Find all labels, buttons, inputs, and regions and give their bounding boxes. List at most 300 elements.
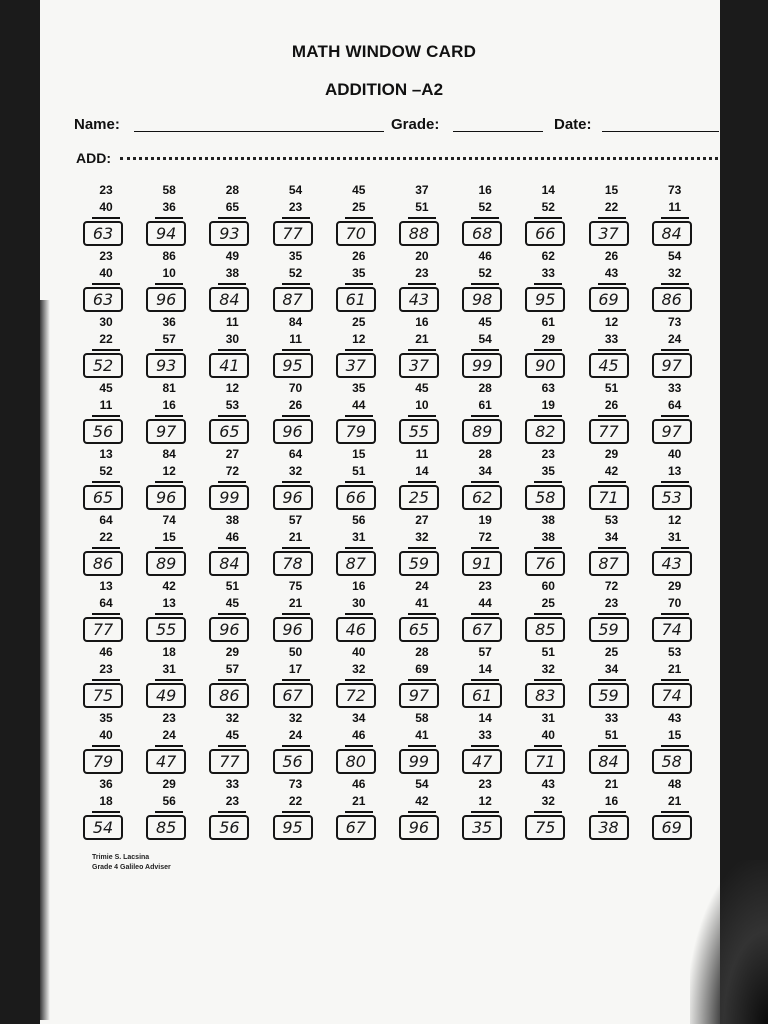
answer-box[interactable]: 96 bbox=[273, 485, 313, 510]
sum-line bbox=[661, 283, 689, 285]
second-addend: 23 bbox=[225, 794, 240, 808]
answer-box[interactable]: 96 bbox=[273, 617, 313, 642]
first-addend: 54 bbox=[288, 183, 303, 197]
answer-box[interactable]: 88 bbox=[399, 221, 439, 246]
addition-problem bbox=[588, 776, 651, 842]
answer-box[interactable]: 63 bbox=[83, 221, 123, 246]
sum-line bbox=[408, 349, 436, 351]
addition-problem bbox=[524, 644, 587, 710]
addition-problem bbox=[145, 380, 208, 446]
sum-line bbox=[408, 745, 436, 747]
second-addend: 46 bbox=[225, 530, 240, 544]
answer-box[interactable]: 85 bbox=[525, 617, 565, 642]
addition-problem bbox=[82, 578, 145, 644]
answer-box[interactable]: 99 bbox=[209, 485, 249, 510]
addition-problem bbox=[145, 710, 208, 776]
answer-box[interactable]: 66 bbox=[525, 221, 565, 246]
answer-box[interactable]: 89 bbox=[462, 419, 502, 444]
sum-line bbox=[471, 415, 499, 417]
addition-problem bbox=[82, 776, 145, 842]
answer-box[interactable]: 79 bbox=[83, 749, 123, 774]
addition-problem bbox=[272, 578, 335, 644]
answer-box[interactable]: 83 bbox=[525, 683, 565, 708]
answer-box[interactable]: 67 bbox=[336, 815, 376, 840]
addition-problem bbox=[461, 380, 524, 446]
sum-line bbox=[155, 745, 183, 747]
first-addend: 40 bbox=[352, 645, 366, 659]
footer-role: Grade 4 Galileo Adviser bbox=[92, 864, 171, 871]
answer-box[interactable]: 89 bbox=[146, 551, 186, 576]
second-addend: 12 bbox=[162, 464, 176, 478]
first-addend: 28 bbox=[478, 447, 492, 461]
sum-line bbox=[218, 679, 246, 681]
sum-line bbox=[282, 811, 310, 813]
second-addend: 32 bbox=[352, 662, 366, 676]
answer-box[interactable]: 84 bbox=[209, 287, 249, 312]
addition-problem bbox=[208, 710, 271, 776]
second-addend: 30 bbox=[352, 596, 366, 610]
answer-box[interactable]: 37 bbox=[589, 221, 629, 246]
sum-line bbox=[534, 811, 562, 813]
answer-box[interactable]: 52 bbox=[83, 353, 123, 378]
answer-box[interactable]: 65 bbox=[399, 617, 439, 642]
first-addend: 45 bbox=[352, 183, 366, 197]
answer-box[interactable]: 87 bbox=[589, 551, 629, 576]
sum-line bbox=[345, 283, 373, 285]
sum-line bbox=[155, 283, 183, 285]
answer-box[interactable]: 47 bbox=[146, 749, 186, 774]
answer-box[interactable]: 77 bbox=[83, 617, 123, 642]
second-addend: 12 bbox=[478, 794, 492, 808]
second-addend: 34 bbox=[604, 662, 619, 676]
second-addend: 34 bbox=[604, 530, 619, 544]
addition-problem bbox=[398, 446, 461, 512]
sum-line bbox=[282, 613, 310, 615]
answer-box[interactable]: 68 bbox=[462, 221, 502, 246]
answer-box[interactable]: 70 bbox=[336, 221, 376, 246]
sum-line bbox=[408, 547, 436, 549]
first-addend: 86 bbox=[162, 249, 176, 263]
answer-box[interactable]: 65 bbox=[83, 485, 123, 510]
addition-problem bbox=[524, 578, 587, 644]
first-addend: 28 bbox=[478, 381, 492, 395]
answer-box[interactable]: 91 bbox=[462, 551, 502, 576]
answer-box[interactable]: 69 bbox=[589, 287, 629, 312]
addition-problem bbox=[651, 578, 714, 644]
answer-box[interactable]: 55 bbox=[146, 617, 186, 642]
first-addend: 64 bbox=[288, 447, 303, 461]
grade-field[interactable] bbox=[453, 131, 543, 132]
addition-problem bbox=[335, 314, 398, 380]
answer-box[interactable]: 84 bbox=[209, 551, 249, 576]
addition-problem bbox=[651, 512, 714, 578]
first-addend: 62 bbox=[541, 249, 555, 263]
answer-box[interactable]: 80 bbox=[336, 749, 376, 774]
first-addend: 12 bbox=[604, 315, 619, 329]
first-addend: 73 bbox=[668, 183, 682, 197]
answer-box[interactable]: 35 bbox=[462, 815, 502, 840]
addition-problem bbox=[461, 182, 524, 248]
addition-problem bbox=[82, 248, 145, 314]
first-addend: 16 bbox=[478, 183, 492, 197]
dotted-divider bbox=[120, 157, 718, 160]
second-addend: 25 bbox=[352, 200, 366, 214]
first-addend: 29 bbox=[604, 447, 619, 461]
answer-box[interactable]: 82 bbox=[525, 419, 565, 444]
answer-box[interactable]: 96 bbox=[273, 419, 313, 444]
first-addend: 11 bbox=[226, 315, 239, 329]
sum-line bbox=[534, 349, 562, 351]
answer-box[interactable]: 59 bbox=[589, 617, 629, 642]
first-addend: 32 bbox=[225, 711, 240, 725]
answer-box[interactable]: 96 bbox=[399, 815, 439, 840]
answer-box[interactable]: 96 bbox=[146, 287, 186, 312]
second-addend: 23 bbox=[288, 200, 303, 214]
addition-problem bbox=[208, 248, 271, 314]
sum-line bbox=[282, 415, 310, 417]
second-addend: 14 bbox=[478, 662, 492, 676]
second-addend: 32 bbox=[541, 662, 555, 676]
answer-box[interactable]: 98 bbox=[462, 287, 502, 312]
addition-problem bbox=[208, 182, 271, 248]
sum-line bbox=[661, 745, 689, 747]
first-addend: 21 bbox=[604, 777, 619, 791]
addition-problem bbox=[524, 248, 587, 314]
second-addend: 18 bbox=[99, 794, 113, 808]
sum-line bbox=[282, 679, 310, 681]
addition-problem bbox=[398, 314, 461, 380]
first-addend: 57 bbox=[478, 645, 492, 659]
answer-box[interactable]: 93 bbox=[209, 221, 249, 246]
answer-box[interactable]: 69 bbox=[652, 815, 692, 840]
addition-problem bbox=[461, 710, 524, 776]
sum-line bbox=[345, 415, 373, 417]
addition-problem bbox=[461, 578, 524, 644]
first-addend: 45 bbox=[478, 315, 492, 329]
addition-problem bbox=[588, 710, 651, 776]
answer-box[interactable]: 41 bbox=[209, 353, 249, 378]
sum-line bbox=[92, 415, 120, 417]
sum-line bbox=[471, 547, 499, 549]
first-addend: 70 bbox=[288, 381, 303, 395]
answer-box[interactable]: 97 bbox=[399, 683, 439, 708]
second-addend: 34 bbox=[478, 464, 492, 478]
answer-box[interactable]: 99 bbox=[462, 353, 502, 378]
answer-box[interactable]: 87 bbox=[273, 287, 313, 312]
addition-problem bbox=[82, 446, 145, 512]
second-addend: 69 bbox=[415, 662, 429, 676]
answer-box[interactable]: 95 bbox=[273, 815, 313, 840]
first-addend: 27 bbox=[415, 513, 429, 527]
first-addend: 42 bbox=[162, 579, 176, 593]
sum-line bbox=[534, 547, 562, 549]
addition-problem bbox=[651, 710, 714, 776]
answer-box[interactable]: 79 bbox=[336, 419, 376, 444]
first-addend: 74 bbox=[162, 513, 176, 527]
sum-line bbox=[218, 811, 246, 813]
addition-problem bbox=[398, 248, 461, 314]
first-addend: 25 bbox=[604, 645, 619, 659]
sum-line bbox=[345, 679, 373, 681]
second-addend: 11 bbox=[668, 200, 682, 214]
second-addend: 31 bbox=[668, 530, 682, 544]
second-addend: 32 bbox=[415, 530, 429, 544]
answer-box[interactable]: 93 bbox=[146, 353, 186, 378]
answer-box[interactable]: 61 bbox=[462, 683, 502, 708]
first-addend: 23 bbox=[99, 249, 113, 263]
first-addend: 12 bbox=[225, 381, 240, 395]
answer-box[interactable]: 77 bbox=[273, 221, 313, 246]
addition-problem bbox=[145, 446, 208, 512]
answer-box[interactable]: 56 bbox=[209, 815, 249, 840]
date-label: Date: bbox=[554, 116, 592, 133]
second-addend: 40 bbox=[99, 266, 113, 280]
second-addend: 24 bbox=[162, 728, 176, 742]
answer-box[interactable]: 49 bbox=[146, 683, 186, 708]
answer-box[interactable]: 43 bbox=[399, 287, 439, 312]
second-addend: 33 bbox=[541, 266, 555, 280]
first-addend: 32 bbox=[288, 711, 303, 725]
first-addend: 11 bbox=[415, 447, 429, 461]
sum-line bbox=[661, 481, 689, 483]
answer-box[interactable]: 77 bbox=[589, 419, 629, 444]
first-addend: 60 bbox=[541, 579, 555, 593]
answer-box[interactable]: 59 bbox=[589, 683, 629, 708]
first-addend: 29 bbox=[225, 645, 240, 659]
answer-box[interactable]: 74 bbox=[652, 683, 692, 708]
second-addend: 41 bbox=[415, 596, 429, 610]
first-addend: 35 bbox=[288, 249, 303, 263]
answer-box[interactable]: 37 bbox=[399, 353, 439, 378]
sum-line bbox=[92, 811, 120, 813]
sum-line bbox=[345, 481, 373, 483]
answer-box[interactable]: 94 bbox=[146, 221, 186, 246]
addition-problem bbox=[335, 710, 398, 776]
second-addend: 40 bbox=[99, 200, 113, 214]
answer-box[interactable]: 67 bbox=[273, 683, 313, 708]
answer-box[interactable]: 66 bbox=[336, 485, 376, 510]
sum-line bbox=[534, 745, 562, 747]
addition-problem bbox=[272, 380, 335, 446]
answer-box[interactable]: 56 bbox=[273, 749, 313, 774]
answer-box[interactable]: 90 bbox=[525, 353, 565, 378]
first-addend: 81 bbox=[162, 381, 176, 395]
answer-box[interactable]: 97 bbox=[146, 419, 186, 444]
sum-line bbox=[282, 283, 310, 285]
sum-line bbox=[661, 217, 689, 219]
second-addend: 11 bbox=[99, 398, 113, 412]
sum-line bbox=[218, 547, 246, 549]
second-addend: 23 bbox=[99, 662, 113, 676]
sum-line bbox=[661, 547, 689, 549]
paper-shadow-left bbox=[40, 300, 50, 1020]
answer-box[interactable]: 46 bbox=[336, 617, 376, 642]
answer-box[interactable]: 61 bbox=[336, 287, 376, 312]
second-addend: 19 bbox=[541, 398, 555, 412]
answer-box[interactable]: 38 bbox=[589, 815, 629, 840]
first-addend: 33 bbox=[604, 711, 619, 725]
sum-line bbox=[598, 481, 626, 483]
first-addend: 19 bbox=[478, 513, 492, 527]
first-addend: 46 bbox=[352, 777, 366, 791]
first-addend: 37 bbox=[415, 183, 429, 197]
addition-problem bbox=[651, 776, 714, 842]
first-addend: 40 bbox=[668, 447, 682, 461]
answer-box[interactable]: 65 bbox=[209, 419, 249, 444]
answer-box[interactable]: 84 bbox=[652, 221, 692, 246]
worksheet-title: MATH WINDOW CARD bbox=[291, 42, 477, 61]
addition-problem bbox=[461, 644, 524, 710]
addition-problem bbox=[272, 644, 335, 710]
first-addend: 13 bbox=[99, 579, 113, 593]
addition-problem bbox=[461, 446, 524, 512]
sum-line bbox=[661, 349, 689, 351]
sum-line bbox=[598, 613, 626, 615]
addition-problem bbox=[272, 314, 335, 380]
sum-line bbox=[92, 349, 120, 351]
addition-problem bbox=[272, 710, 335, 776]
answer-box[interactable]: 37 bbox=[336, 353, 376, 378]
answer-box[interactable]: 72 bbox=[336, 683, 376, 708]
first-addend: 23 bbox=[99, 183, 113, 197]
answer-box[interactable]: 62 bbox=[462, 485, 502, 510]
answer-box[interactable]: 86 bbox=[652, 287, 692, 312]
addition-problem bbox=[272, 182, 335, 248]
answer-box[interactable]: 97 bbox=[652, 419, 692, 444]
answer-box[interactable]: 84 bbox=[589, 749, 629, 774]
second-addend: 14 bbox=[415, 464, 429, 478]
first-addend: 43 bbox=[668, 711, 682, 725]
sum-line bbox=[534, 217, 562, 219]
second-addend: 23 bbox=[415, 266, 429, 280]
second-addend: 26 bbox=[604, 398, 619, 412]
answer-box[interactable]: 85 bbox=[146, 815, 186, 840]
first-addend: 38 bbox=[225, 513, 240, 527]
second-addend: 51 bbox=[352, 464, 366, 478]
addition-problem bbox=[461, 248, 524, 314]
sum-line bbox=[155, 481, 183, 483]
sum-line bbox=[92, 283, 120, 285]
name-field[interactable] bbox=[134, 131, 384, 132]
answer-box[interactable]: 47 bbox=[462, 749, 502, 774]
sum-line bbox=[92, 481, 120, 483]
sum-line bbox=[92, 217, 120, 219]
second-addend: 46 bbox=[352, 728, 366, 742]
sum-line bbox=[661, 415, 689, 417]
answer-box[interactable]: 95 bbox=[525, 287, 565, 312]
answer-box[interactable]: 63 bbox=[83, 287, 123, 312]
answer-box[interactable]: 75 bbox=[525, 815, 565, 840]
name-label: Name: bbox=[74, 116, 120, 133]
answer-box[interactable]: 87 bbox=[336, 551, 376, 576]
addition-problem bbox=[335, 578, 398, 644]
first-addend: 16 bbox=[352, 579, 366, 593]
first-addend: 43 bbox=[541, 777, 555, 791]
first-addend: 63 bbox=[541, 381, 555, 395]
second-addend: 53 bbox=[225, 398, 240, 412]
answer-box[interactable]: 86 bbox=[209, 683, 249, 708]
addition-problem bbox=[524, 776, 587, 842]
addition-problem bbox=[272, 776, 335, 842]
answer-box[interactable]: 59 bbox=[399, 551, 439, 576]
sum-line bbox=[661, 613, 689, 615]
date-field[interactable] bbox=[602, 131, 719, 132]
answer-box[interactable]: 71 bbox=[525, 749, 565, 774]
addition-problem bbox=[588, 248, 651, 314]
answer-box[interactable]: 96 bbox=[146, 485, 186, 510]
answer-box[interactable]: 71 bbox=[589, 485, 629, 510]
addition-problem bbox=[651, 644, 714, 710]
first-addend: 29 bbox=[162, 777, 176, 791]
answer-box[interactable]: 99 bbox=[399, 749, 439, 774]
addition-problem bbox=[208, 314, 271, 380]
addition-problem bbox=[335, 248, 398, 314]
addition-problem bbox=[208, 380, 271, 446]
answer-box[interactable]: 95 bbox=[273, 353, 313, 378]
first-addend: 26 bbox=[604, 249, 619, 263]
addition-problem bbox=[398, 710, 461, 776]
first-addend: 45 bbox=[415, 381, 429, 395]
answer-box[interactable]: 53 bbox=[652, 485, 692, 510]
second-addend: 52 bbox=[99, 464, 113, 478]
answer-box[interactable]: 55 bbox=[399, 419, 439, 444]
first-addend: 35 bbox=[99, 711, 113, 725]
sum-line bbox=[218, 481, 246, 483]
answer-box[interactable]: 96 bbox=[209, 617, 249, 642]
answer-box[interactable]: 75 bbox=[83, 683, 123, 708]
addition-problem bbox=[335, 776, 398, 842]
addition-problem bbox=[651, 248, 714, 314]
answer-box[interactable]: 77 bbox=[209, 749, 249, 774]
answer-box[interactable]: 58 bbox=[525, 485, 565, 510]
first-addend: 23 bbox=[478, 777, 492, 791]
answer-box[interactable]: 78 bbox=[273, 551, 313, 576]
answer-box[interactable]: 74 bbox=[652, 617, 692, 642]
answer-box[interactable]: 45 bbox=[589, 353, 629, 378]
second-addend: 31 bbox=[162, 662, 176, 676]
first-addend: 54 bbox=[415, 777, 429, 791]
first-addend: 53 bbox=[604, 513, 619, 527]
sum-line bbox=[345, 745, 373, 747]
answer-box[interactable]: 97 bbox=[652, 353, 692, 378]
sum-line bbox=[155, 811, 183, 813]
second-addend: 26 bbox=[288, 398, 303, 412]
answer-box[interactable]: 54 bbox=[83, 815, 123, 840]
first-addend: 53 bbox=[668, 645, 682, 659]
addition-problem bbox=[398, 182, 461, 248]
answer-box[interactable]: 86 bbox=[83, 551, 123, 576]
answer-box[interactable]: 25 bbox=[399, 485, 439, 510]
answer-box[interactable]: 58 bbox=[652, 749, 692, 774]
answer-box[interactable]: 43 bbox=[652, 551, 692, 576]
second-addend: 61 bbox=[478, 398, 492, 412]
answer-box[interactable]: 76 bbox=[525, 551, 565, 576]
second-addend: 38 bbox=[225, 266, 240, 280]
addition-problem bbox=[461, 314, 524, 380]
sum-line bbox=[598, 745, 626, 747]
answer-box[interactable]: 56 bbox=[83, 419, 123, 444]
addition-problem bbox=[208, 776, 271, 842]
sum-line bbox=[471, 217, 499, 219]
addition-problem bbox=[272, 512, 335, 578]
first-addend: 24 bbox=[415, 579, 429, 593]
add-instruction: ADD: bbox=[76, 150, 111, 166]
answer-box[interactable]: 67 bbox=[462, 617, 502, 642]
second-addend: 22 bbox=[99, 530, 113, 544]
first-addend: 29 bbox=[668, 579, 682, 593]
sum-line bbox=[534, 613, 562, 615]
sum-line bbox=[471, 679, 499, 681]
